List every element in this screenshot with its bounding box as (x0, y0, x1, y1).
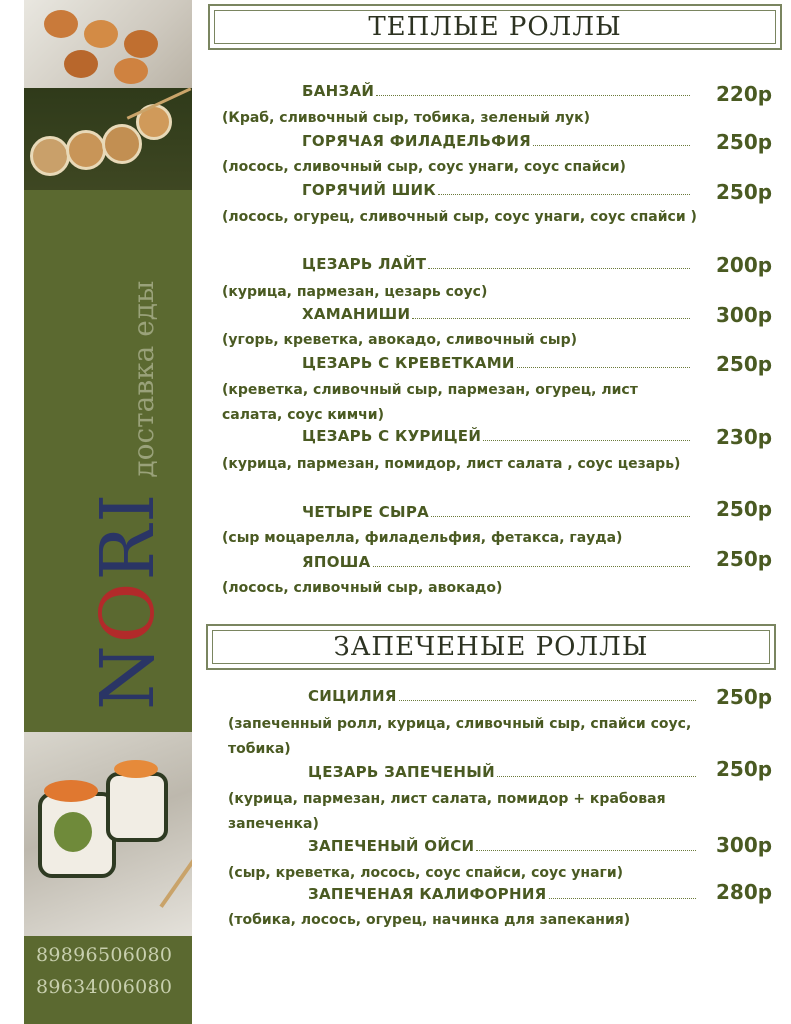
item-description: (лосось, сливочный сыр, соус унаги, соус спайси) (222, 159, 626, 175)
dot-leader (533, 145, 690, 146)
item-name: ХАМАНИШИ (302, 305, 411, 323)
item-name: ЗАПЕЧЕНЫЙ ОЙСИ (308, 837, 475, 855)
item-description: (тобика, лосось, огурец, начинка для запекания) (228, 912, 631, 928)
sushi-photo-top (24, 0, 192, 88)
dot-leader (412, 318, 690, 319)
dot-leader (373, 566, 691, 567)
dot-leader (483, 440, 690, 441)
sushi-photo-bottom (24, 732, 192, 936)
dot-leader (428, 268, 690, 269)
section-banner (208, 4, 782, 50)
menu-item (308, 885, 698, 903)
item-name: ЯПОША (302, 553, 371, 571)
item-price: 250р (716, 352, 773, 376)
item-name: ЦЕЗАРЬ ЛАЙТ (302, 255, 427, 273)
menu-item (308, 763, 698, 781)
item-price: 230р (716, 425, 773, 449)
menu-item (302, 503, 692, 521)
item-description: (сыр, креветка, лосось, соус спайси, соус унаги) (228, 865, 624, 881)
sushi-photo-chopsticks (24, 88, 192, 190)
menu-item (302, 82, 692, 100)
item-price: 250р (716, 180, 773, 204)
item-name: БАНЗАЙ (302, 82, 375, 100)
item-name: ГОРЯЧИЙ ШИК (302, 181, 436, 199)
menu-item (302, 181, 692, 199)
item-description: (лосось, сливочный сыр, авокадо) (222, 580, 503, 596)
menu-item (308, 837, 698, 855)
item-description: (креветка, сливочный сыр, пармезан, огурец, лист салата, соус кимчи) (222, 382, 638, 423)
item-description: (лосось, огурец, сливочный сыр, соус унаги, соус спайси ) (222, 209, 697, 225)
item-description: (курица, пармезан, цезарь соус) (222, 284, 488, 300)
section-title: ТЕПЛЫЕ РОЛЛЫ (368, 12, 622, 42)
item-name: ЦЕЗАРЬ С КУРИЦЕЙ (302, 427, 482, 445)
item-name: ЗАПЕЧЕНАЯ КАЛИФОРНИЯ (308, 885, 547, 903)
dot-leader (476, 850, 696, 851)
menu-item (308, 687, 698, 705)
item-name: ЦЕЗАРЬ ЗАПЕЧЕНЫЙ (308, 763, 495, 781)
menu-item (302, 553, 692, 571)
brand-logo (85, 280, 171, 710)
dot-leader (549, 898, 696, 899)
contact-area (24, 936, 192, 1024)
menu-item (302, 132, 692, 150)
dot-leader (517, 367, 690, 368)
item-price: 220р (716, 82, 773, 106)
sidebar (24, 0, 192, 1024)
menu-item (302, 255, 692, 273)
phone-number: 89896506080 (36, 944, 173, 966)
menu-item (302, 427, 692, 445)
menu-item (302, 305, 692, 323)
dot-leader (431, 516, 690, 517)
item-description: (сыр моцарелла, филадельфия, фетакса, гауда) (222, 530, 623, 546)
item-price: 300р (716, 833, 773, 857)
item-description: (запеченный ролл, курица, сливочный сыр, спайси соус, тобика) (228, 716, 692, 757)
phone-number: 89634006080 (36, 976, 173, 998)
item-price: 250р (716, 130, 773, 154)
dot-leader (497, 776, 696, 777)
section-banner (206, 624, 776, 670)
item-name: ЦЕЗАРЬ С КРЕВЕТКАМИ (302, 354, 515, 372)
item-name: ЧЕТЫРЕ СЫРА (302, 503, 430, 521)
item-name: СИЦИЛИЯ (308, 687, 397, 705)
dot-leader (399, 700, 696, 701)
item-description: (курица, пармезан, помидор, лист салата , соус цезарь) (222, 456, 681, 472)
item-name: ГОРЯЧАЯ ФИЛАДЕЛЬФИЯ (302, 132, 532, 150)
menu-item (302, 354, 692, 372)
logo-text: NORI (85, 491, 171, 710)
brand-tagline: доставка еды (127, 280, 160, 478)
item-description: (Краб, сливочный сыр, тобика, зеленый лук) (222, 110, 591, 126)
dot-leader (376, 95, 690, 96)
item-description: (угорь, креветка, авокадо, сливочный сыр) (222, 332, 577, 348)
item-price: 280р (716, 880, 773, 904)
dot-leader (438, 194, 690, 195)
item-description: (курица, пармезан, лист салата, помидор + крабовая запеченка) (228, 791, 666, 832)
item-price: 200р (716, 253, 773, 277)
item-price: 300р (716, 303, 773, 327)
item-price: 250р (716, 497, 773, 521)
section-title: ЗАПЕЧЕНЫЕ РОЛЛЫ (333, 632, 649, 662)
item-price: 250р (716, 547, 773, 571)
item-price: 250р (716, 685, 773, 709)
item-price: 250р (716, 757, 773, 781)
